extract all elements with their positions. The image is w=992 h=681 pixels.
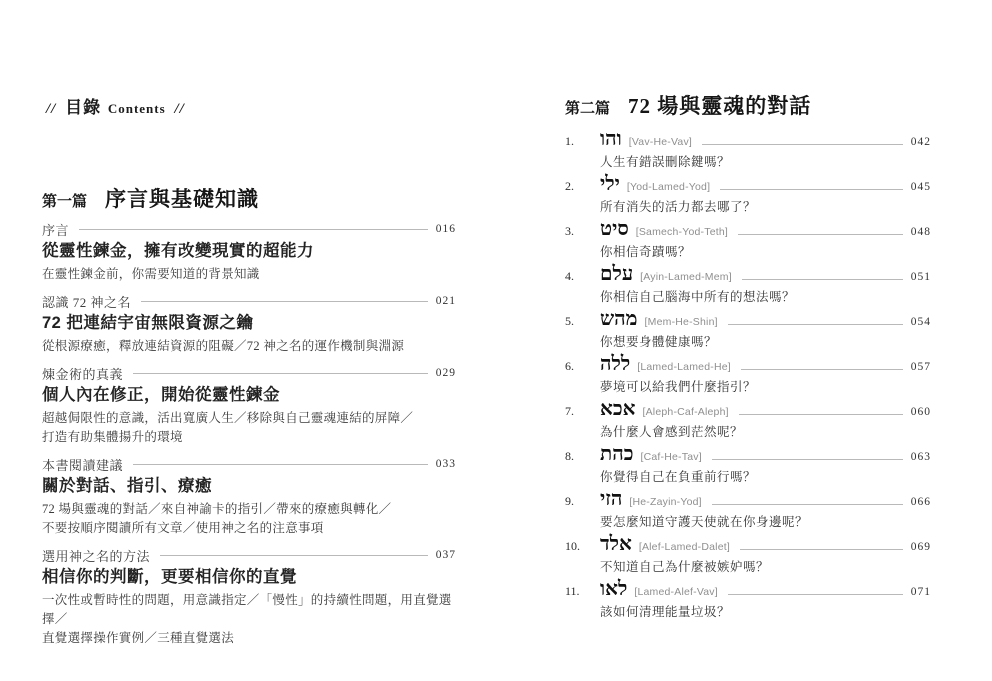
entry-question: 為什麼人會感到茫然呢？ xyxy=(600,425,744,439)
toc-entry xyxy=(42,293,456,356)
hebrew-name: ילי xyxy=(600,171,620,195)
transliteration: [Mem-He-Shin] xyxy=(644,316,718,328)
item-number: 1. xyxy=(565,134,574,148)
toc-entry xyxy=(565,128,931,171)
entry-label-row xyxy=(42,293,456,309)
leader-line xyxy=(79,229,428,230)
page-number: 069 xyxy=(910,541,931,553)
entry-label-row xyxy=(565,578,931,601)
hebrew-name: עלם xyxy=(600,261,634,285)
hebrew-name: סיט xyxy=(600,216,629,240)
hebrew-name: הזי xyxy=(600,486,623,510)
entry-desc: 直覺選擇操作實例／三種直覺選法 xyxy=(42,631,235,645)
entry-label-row xyxy=(565,488,931,511)
leader-line xyxy=(141,301,428,302)
toc-entry xyxy=(42,547,456,648)
hebrew-name: אלד xyxy=(600,531,632,555)
item-number: 2. xyxy=(565,179,574,193)
transliteration: [Alef-Lamed-Dalet] xyxy=(638,541,730,553)
item-number: 9. xyxy=(565,494,574,508)
leader-line xyxy=(712,504,903,505)
toc-entry xyxy=(42,456,456,538)
part-name: 序言與基礎知識 xyxy=(105,187,260,211)
part-name: 72 場與靈魂的對話 xyxy=(628,94,812,118)
page-number: 021 xyxy=(435,295,456,307)
transliteration: [Ayin-Lamed-Mem] xyxy=(640,271,732,283)
entry-label-row xyxy=(565,398,931,421)
page-number: 033 xyxy=(435,458,456,470)
page-number: 066 xyxy=(910,496,931,508)
leader-line xyxy=(133,464,428,465)
transliteration: [Samech-Yod-Teth] xyxy=(635,226,729,238)
part-number: 第一篇 xyxy=(42,194,88,210)
item-number: 10. xyxy=(565,539,580,553)
entry-label-row xyxy=(565,218,931,241)
toc-item-list xyxy=(565,128,931,623)
leader-line xyxy=(712,459,903,460)
page-number: 048 xyxy=(910,226,931,238)
entry-question: 人生有錯誤刪除鍵嗎？ xyxy=(600,155,731,169)
entry-label: 認識 72 神之名 xyxy=(42,294,132,310)
entry-label: 本書閱讀建議 xyxy=(42,457,124,473)
transliteration: [Lamed-Alef-Vav] xyxy=(634,586,718,598)
page-number: 037 xyxy=(435,549,456,561)
entry-question: 該如何清理能量垃圾？ xyxy=(600,605,731,619)
entry-question: 夢境可以給我們什麼指引？ xyxy=(600,380,757,394)
transliteration: [Vav-He-Vav] xyxy=(628,136,693,148)
entry-title: 72 把連結宇宙無限資源之鑰 xyxy=(42,314,254,332)
entry-label-row xyxy=(565,173,931,196)
page-number: 042 xyxy=(910,136,931,148)
entry-question: 你覺得自己在負重前行嗎？ xyxy=(600,470,757,484)
transliteration: [He-Zayin-Yod] xyxy=(629,496,702,508)
toc-entry xyxy=(565,443,931,486)
entry-desc: 在靈性鍊金前，你需要知道的背景知識 xyxy=(42,267,260,281)
page-number: 029 xyxy=(435,367,456,379)
entry-question: 你相信奇蹟嗎？ xyxy=(600,245,692,259)
toc-entry xyxy=(42,365,456,447)
leader-line xyxy=(742,279,903,280)
leader-line xyxy=(739,414,903,415)
toc-entry xyxy=(565,263,931,306)
decorative-slashes: // xyxy=(46,101,57,117)
entry-label-row xyxy=(565,263,931,286)
hebrew-name: והו xyxy=(600,126,622,150)
item-number: 11. xyxy=(565,584,580,598)
item-number: 6. xyxy=(565,359,574,373)
toc-section-list xyxy=(42,221,456,657)
toc-entry xyxy=(565,488,931,531)
entry-desc: 從根源療癒，釋放連結資源的阻礙／72 神之名的運作機制與淵源 xyxy=(42,339,405,353)
transliteration: [Yod-Lamed-Yod] xyxy=(626,181,711,193)
entry-question: 你相信自己腦海中所有的想法嗎？ xyxy=(600,290,796,304)
entry-label-row xyxy=(565,443,931,466)
hebrew-name: מהש xyxy=(600,306,638,330)
page-number: 060 xyxy=(910,406,931,418)
transliteration: [Lamed-Lamed-He] xyxy=(637,361,731,373)
toc-entry xyxy=(565,533,931,576)
page-number: 051 xyxy=(910,271,931,283)
leader-line xyxy=(740,549,903,550)
leader-line xyxy=(738,234,903,235)
entry-title: 相信你的判斷，更要相信你的直覺 xyxy=(42,568,297,586)
entry-desc: 一次性或暫時性的問題，用意識指定／「慢性」的持續性問題，用直覺選擇／ xyxy=(42,593,452,626)
item-number: 8. xyxy=(565,449,574,463)
leader-line xyxy=(741,369,903,370)
leader-line xyxy=(133,373,428,374)
entry-desc: 打造有助集體揚升的環境 xyxy=(42,430,183,444)
toc-entry xyxy=(565,398,931,441)
entry-label-row xyxy=(42,547,456,563)
leader-line xyxy=(728,324,903,325)
page-number: 054 xyxy=(910,316,931,328)
entry-label-row xyxy=(42,456,456,472)
part-number: 第二篇 xyxy=(565,101,611,117)
page-number: 016 xyxy=(435,223,456,235)
leader-line xyxy=(702,144,903,145)
entry-label-row xyxy=(42,221,456,237)
toc-title-en: Contents xyxy=(107,101,166,116)
hebrew-name: לאו xyxy=(600,576,628,600)
page-number: 045 xyxy=(910,181,931,193)
entry-label: 煉金術的真義 xyxy=(42,366,124,382)
hebrew-name: אכא xyxy=(600,396,636,420)
entry-title: 從靈性鍊金，擁有改變現實的超能力 xyxy=(42,242,314,260)
entry-label-row xyxy=(565,308,931,331)
toc-entry xyxy=(565,173,931,216)
part-2-title xyxy=(565,90,811,120)
entry-desc: 超越侷限性的意識，活出寬廣人生／移除與自己靈魂連結的屏障／ xyxy=(42,411,414,425)
toc-entry xyxy=(565,218,931,261)
entry-label-row xyxy=(565,353,931,376)
leader-line xyxy=(720,189,903,190)
leader-line xyxy=(728,594,903,595)
entry-question: 不知道自己為什麼被嫉妒嗎？ xyxy=(600,560,770,574)
transliteration: [Aleph-Caf-Aleph] xyxy=(642,406,729,418)
entry-title: 關於對話、指引、療癒 xyxy=(42,477,212,495)
item-number: 3. xyxy=(565,224,574,238)
page-number: 063 xyxy=(910,451,931,463)
entry-label-row xyxy=(565,533,931,556)
entry-desc: 不要按順序閱讀所有文章／使用神之名的注意事項 xyxy=(42,521,324,535)
leader-line xyxy=(160,555,428,556)
toc-entry xyxy=(565,578,931,621)
hebrew-name: ללה xyxy=(600,351,631,375)
entry-desc: 72 場與靈魂的對話／來自神諭卡的指引／帶來的療癒與轉化／ xyxy=(42,502,392,516)
page-number: 057 xyxy=(910,361,931,373)
entry-question: 所有消失的活力都去哪了？ xyxy=(600,200,757,214)
page-number: 071 xyxy=(910,586,931,598)
toc-title-zh: 目錄 xyxy=(65,98,102,117)
hebrew-name: כהת xyxy=(600,441,634,465)
item-number: 4. xyxy=(565,269,574,283)
entry-label-row xyxy=(565,128,931,151)
entry-question: 你想要身體健康嗎？ xyxy=(600,335,718,349)
entry-label: 選用神之名的方法 xyxy=(42,548,151,564)
decorative-slashes: // xyxy=(174,101,185,117)
item-number: 5. xyxy=(565,314,574,328)
toc-entry xyxy=(565,353,931,396)
entry-label: 序言 xyxy=(42,222,70,238)
item-number: 7. xyxy=(565,404,574,418)
toc-entry xyxy=(42,221,456,284)
toc-header xyxy=(42,93,189,118)
entry-title: 個人內在修正，開始從靈性鍊金 xyxy=(42,386,280,404)
toc-entry xyxy=(565,308,931,351)
transliteration: [Caf-He-Tav] xyxy=(640,451,702,463)
entry-label-row xyxy=(42,365,456,381)
part-1-title xyxy=(42,183,259,213)
entry-question: 要怎麼知道守護天使就在你身邊呢？ xyxy=(600,515,809,529)
